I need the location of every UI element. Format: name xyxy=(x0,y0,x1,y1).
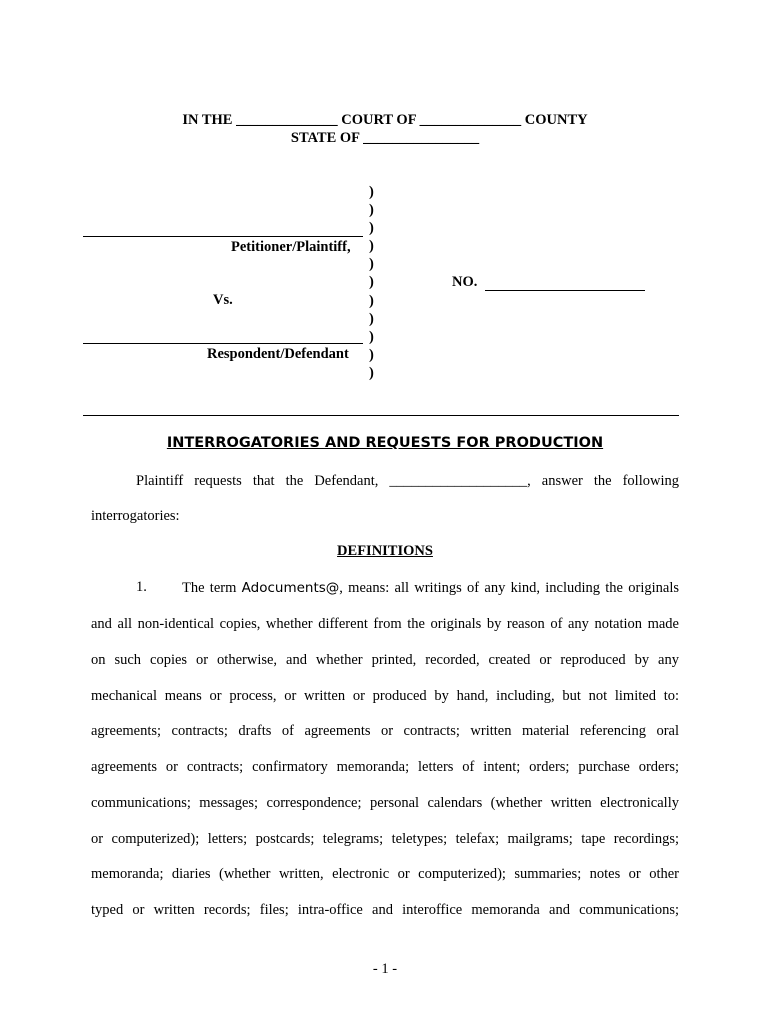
court-of: COURT OF xyxy=(341,112,417,128)
court-prefix: IN THE xyxy=(182,112,233,128)
item-1-text: The term xyxy=(182,580,237,596)
paren: ) xyxy=(369,274,374,291)
page-number: - 1 - xyxy=(372,961,398,977)
item-1-line-1 xyxy=(182,578,679,598)
body-line: mechanical means or process, or written or produced by hand, including, but not limited to: xyxy=(91,688,679,704)
body-line: memoranda; diaries (whether written, electronic or computerized); summaries; notes or other xyxy=(91,866,679,882)
body-line: communications; messages; correspondence; personal calendars (whether written electronically xyxy=(91,795,679,811)
defendant-blank: ___________________ xyxy=(389,473,528,489)
intro-line-1 xyxy=(91,471,679,491)
paren: ) xyxy=(369,364,374,381)
body-line: typed or written records; files; intra-office and interoffice memoranda and communications; xyxy=(91,902,679,918)
state-prefix: STATE OF xyxy=(290,130,360,146)
item-1-number: 1. xyxy=(136,579,147,595)
paren: ) xyxy=(369,328,374,345)
paren: ) xyxy=(369,202,374,219)
caption-divider xyxy=(83,415,679,416)
county-label: COUNTY xyxy=(524,112,588,128)
petitioner-label: Petitioner/Plaintiff, xyxy=(231,239,351,255)
paren: ) xyxy=(369,184,374,200)
versus-label: Vs. xyxy=(213,292,233,308)
county-blank: ______________ xyxy=(419,112,522,128)
intro-text: Plaintiff requests that the Defendant, xyxy=(136,473,379,489)
petitioner-name-line xyxy=(83,236,363,237)
body-line: on such copies or otherwise, and whether printed, recorded, created or reproduced by any xyxy=(91,652,679,668)
body-line: agreements or contracts; confirmatory memoranda; letters of intent; orders; purchase orders; xyxy=(91,759,679,775)
paren: ) xyxy=(369,292,374,309)
paren: ) xyxy=(369,238,374,255)
respondent-label: Respondent/Defendant xyxy=(207,346,349,362)
body-line: or computerized); letters; postcards; telegrams; teletypes; telefax; mailgrams; tape recordings; xyxy=(91,831,679,847)
body-line: agreements; contracts; drafts of agreements or contracts; written material referencing oral xyxy=(91,723,679,739)
respondent-name-line xyxy=(83,343,363,344)
state-blank: ________________ xyxy=(363,130,480,146)
intro-line-2: interrogatories: xyxy=(91,508,180,524)
paren: ) xyxy=(369,220,374,237)
intro-text-end: , answer the following xyxy=(527,473,679,489)
body-line: and all non-identical copies, whether different from the originals by reason of any notation made xyxy=(91,616,679,632)
item-1-text-rest: , means: all writings of any kind, including the originals xyxy=(339,580,679,596)
court-line xyxy=(0,112,770,129)
paren: ) xyxy=(369,346,374,363)
term-documents: Adocuments@ xyxy=(241,580,340,596)
document-title: INTERROGATORIES AND REQUESTS FOR PRODUCTION xyxy=(166,435,604,451)
case-number-line xyxy=(485,290,645,291)
caption-parentheses xyxy=(369,183,374,382)
definitions-heading: DEFINITIONS xyxy=(337,543,433,559)
state-line xyxy=(0,130,770,147)
court-blank: ______________ xyxy=(236,112,338,128)
paren: ) xyxy=(369,310,374,327)
paren: ) xyxy=(369,256,374,273)
case-number-label: NO. xyxy=(452,274,478,290)
